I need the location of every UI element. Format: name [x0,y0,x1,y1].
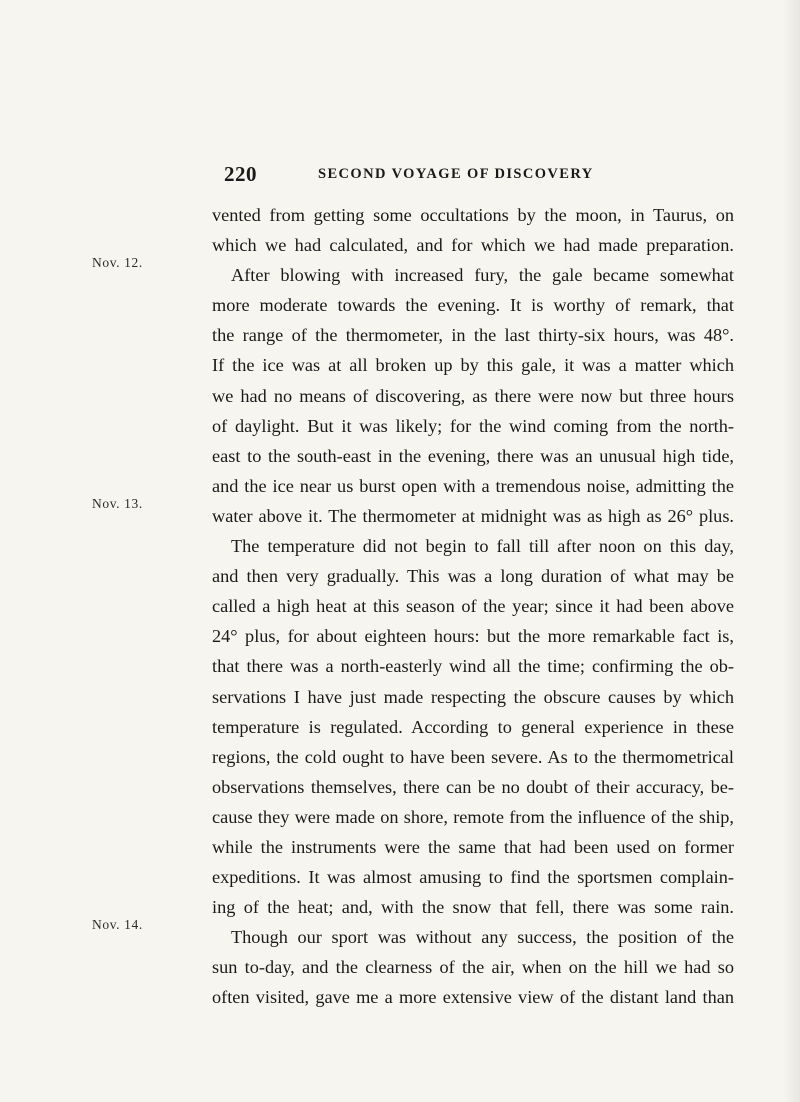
text-line: that there was a north-easterly wind all the time; confirming the ob- [212,656,734,677]
text-line: After blowing with increased fury, the gale became somewhat [231,265,734,286]
text-line: called a high heat at this season of the year; since it had been above [212,596,734,617]
text-line: and then very gradually. This was a long duration of what may be [212,566,734,587]
text-line: the range of the thermometer, in the last thirty-six hours, was 48°. [212,325,734,346]
text-line: The temperature did not begin to fall till after noon on this day, [231,536,734,557]
page-number: 220 [224,162,257,186]
text-line: often visited, gave me a more extensive view of the distant land than [212,987,734,1008]
margin-note-nov-13: Nov. 13. [92,496,143,511]
text-line: more moderate towards the evening. It is worthy of remark, that [212,295,734,316]
body-text [212,200,734,1013]
text-line: ing of the heat; and, with the snow that fell, there was some rain. [212,897,734,918]
text-line: east to the south-east in the evening, there was an unusual high tide, [212,445,734,466]
text-line: expeditions. It was almost amusing to find the sportsmen complain- [212,867,734,888]
running-title: SECOND VOYAGE OF DISCOVERY [318,166,594,182]
page-header [0,162,800,186]
margin-note-nov-12: Nov. 12. [92,255,143,270]
text-line: observations themselves, there can be no doubt of their accuracy, be- [212,776,734,797]
text-line: 24° plus, for about eighteen hours: but the more remarkable fact is, [212,626,734,647]
text-line: and the ice near us burst open with a tremendous noise, admitting the [212,475,734,496]
text-line: cause they were made on shore, remote from the influence of the ship, [212,806,734,827]
text-line: Though our sport was without any success, the position of the [231,927,734,948]
text-line: water above it. The thermometer at midnight was as high as 26° plus. [212,505,734,526]
text-line: sun to-day, and the clearness of the air, when on the hill we had so [212,957,734,978]
text-line: regions, the cold ought to have been severe. As to the thermometrical [212,746,734,767]
text-line: If the ice was at all broken up by this gale, it was a matter which [212,355,734,376]
text-line: while the instruments were the same that had been used on former [212,836,734,857]
margin-note-nov-14: Nov. 14. [92,917,143,932]
text-line: temperature is regulated. According to general experience in these [212,716,734,737]
text-line: of daylight. But it was likely; for the wind coming from the north- [212,415,734,436]
text-line: servations I have just made respecting the obscure causes by which [212,686,734,707]
text-line: vented from getting some occultations by the moon, in Taurus, on [212,205,734,225]
text-line: we had no means of discovering, as there were now but three hours [212,385,734,406]
text-line: which we had calculated, and for which we had made preparation. [212,235,734,256]
